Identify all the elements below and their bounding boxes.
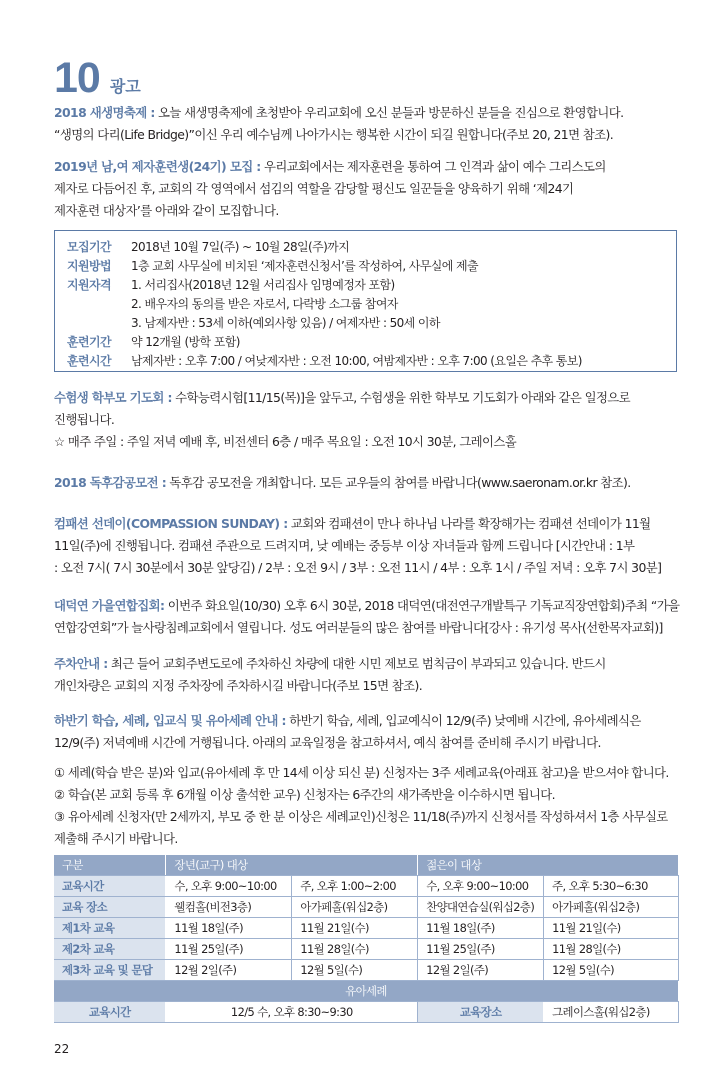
table-row [54, 876, 679, 897]
notice-festival [54, 102, 682, 146]
table-cell: 11월 25일(주) [418, 939, 544, 960]
table-cell: 12월 2일(주) [418, 960, 544, 981]
baptism-note: 제출해 주시기 바랍니다. [54, 831, 178, 846]
table-cell: 11월 28일(수) [544, 939, 679, 960]
table-cell: 아가페홀(워십2층) [292, 897, 418, 918]
recruit-row [67, 351, 582, 371]
infant-baptism-title: 유아세례 [54, 981, 679, 1002]
notice-text: 제자훈련 대상자’를 아래와 같이 모집합니다. [54, 203, 279, 218]
notice-text: 교회와 컴패션이 만나 하나님 나라를 확장해가는 컴패션 선데이가 11월 [287, 516, 651, 531]
recruit-value: 2018년 10월 7일(주) ~ 10월 28일(주)까지 [131, 240, 350, 254]
table-row [54, 897, 679, 918]
table-cell: 11월 25일(주) [166, 939, 292, 960]
recruit-value: 1층 교회 사무실에 비치된 ‘제자훈련신청서’를 작성하여, 사무실에 제출 [131, 259, 478, 273]
table-cell: 12월 2일(주) [166, 960, 292, 981]
table-cell: 아가페홀(워십2층) [544, 897, 679, 918]
notice-text: 제자로 다듬어진 후, 교회의 각 영역에서 섬김의 역할을 감당할 평신도 일꾼들을 양육하기 위해 ‘제24기 [54, 181, 574, 196]
notice-title: 컴패션 선데이(COMPASSION SUNDAY) : [54, 516, 288, 531]
table-row [54, 960, 679, 981]
row-header: 교육 장소 [54, 897, 166, 918]
table-cell: 12/5 수, 오후 8:30~9:30 [166, 1002, 418, 1023]
baptism-note: ② 학습(본 교회 등록 후 6개월 이상 출석한 교우) 신청자는 6주간의 새가족반을 이수하시면 됩니다. [54, 787, 555, 802]
table-cell: 수, 오후 9:00~10:00 [166, 876, 292, 897]
page-number: 22 [54, 1042, 70, 1056]
table-cell: 주, 오후 5:30~6:30 [544, 876, 679, 897]
notice-text: ☆ 매주 주일 : 주일 저녁 예배 후, 비전센터 6층 / 매주 목요일 : 오전 10시 30분, 그레이스홀 [54, 434, 517, 449]
notice-text: 개인차량은 교회의 지정 주차장에 주차하시길 바랍니다(주보 15면 참조). [54, 678, 423, 693]
notice-essay [54, 472, 682, 494]
row-header: 교육장소 [418, 1002, 544, 1023]
infant-baptism-header [54, 981, 679, 1002]
table-cell: 주, 오후 1:00~2:00 [292, 876, 418, 897]
notice-text: 이번주 화요일(10/30) 오후 6시 30분, 2018 대덕연(대전연구개발특구 기독교직장연합회)주최 “가을 [164, 598, 680, 613]
table-cell: 11월 28일(수) [292, 939, 418, 960]
recruit-row [67, 294, 398, 314]
notice-title: 2019년 남,여 제자훈련생(24기) 모집 : [54, 159, 261, 174]
notice-title: 수험생 학부모 기도회 : [54, 390, 172, 405]
notice-text: : 오전 7시( 7시 30분에서 30분 앞당김) / 2부 : 오전 9시 / 3부 : 오전 11시 / 4부 : 오후 1시 / 주일 저녁 : 오후 7시 30분] [54, 560, 662, 575]
notice-text: 12/9(주) 저녁예배 시간에 거행됩니다. 아래의 교육일정을 참고하셔서, 예식 참여를 준비해 주시기 바랍니다. [54, 735, 601, 750]
table-cell: 11월 18일(주) [166, 918, 292, 939]
table-row [54, 1002, 679, 1023]
recruit-box [54, 230, 677, 372]
table-cell: 12월 5일(수) [292, 960, 418, 981]
section-number: 10 [54, 54, 100, 102]
recruit-label: 지원자격 [67, 278, 111, 292]
table-header-cell: 장년(교구) 대상 [166, 855, 418, 876]
recruit-label: 모집기간 [67, 240, 111, 254]
row-header: 교육시간 [54, 876, 166, 897]
notice-text: 연합강연회”가 늘사랑침례교회에서 열립니다. 성도 여러분들의 많은 참여를 바랍니다[강사 : 유기성 목사(선한목자교회)] [54, 620, 663, 635]
recruit-row [67, 237, 349, 257]
table-cell: 그레이스홀(워십2층) [544, 1002, 679, 1023]
table-cell: 수, 오후 9:00~10:00 [418, 876, 544, 897]
notice-exam [54, 387, 682, 453]
table-row [54, 918, 679, 939]
education-schedule-table [54, 855, 679, 1023]
notice-text: 수학능력시험[11/15(목)]을 앞두고, 수험생을 위한 학부모 기도회가 아래와 같은 일정으로 [171, 390, 631, 405]
notice-concert [54, 595, 682, 639]
table-cell: 11월 21일(수) [292, 918, 418, 939]
notice-baptism [54, 710, 682, 850]
recruit-label [67, 294, 131, 314]
recruit-value: 약 12개월 (방학 포함) [131, 335, 240, 349]
table-cell: 11월 18일(주) [418, 918, 544, 939]
notice-text: “생명의 다리(Life Bridge)”이신 우리 예수님께 나아가시는 행복한 시간이 되길 원합니다(주보 20, 21면 참조). [54, 127, 614, 142]
notice-text: 오늘 새생명축제에 초청받아 우리교회에 오신 분들과 방문하신 분들을 진심으로 환영합니다. [154, 105, 624, 120]
table-cell: 찬양대연습실(워십2층) [418, 897, 544, 918]
table-header-cell: 구분 [54, 855, 166, 876]
table-row [54, 939, 679, 960]
notice-text: 11일(주)에 진행됩니다. 컴패션 주관으로 드려지며, 낮 예배는 중등부 이상 자녀들과 함께 드립니다 [시간안내 : 1부 [54, 538, 635, 553]
recruit-label: 훈련시간 [67, 354, 111, 368]
row-header: 제2차 교육 [54, 939, 166, 960]
notice-title: 주차안내 : [54, 656, 108, 671]
recruit-label: 훈련기간 [67, 335, 111, 349]
table-cell: 11월 21일(수) [544, 918, 679, 939]
row-header: 제1차 교육 [54, 918, 166, 939]
notice-title: 2018 새생명축제 : [54, 105, 155, 120]
notice-title: 2018 독후감공모전 : [54, 475, 167, 490]
notice-compassion [54, 513, 682, 579]
notice-discipleship [54, 156, 682, 222]
notice-text: 진행됩니다. [54, 412, 115, 427]
notice-text: 하반기 학습, 세례, 입교예식이 12/9(주) 낮예배 시간에, 유아세례식은 [285, 713, 641, 728]
recruit-value: 남제자반 : 오후 7:00 / 여낮제자반 : 오전 10:00, 여밤제자반 : 오후 7:00 (요일은 추후 통보) [131, 354, 582, 368]
recruit-row [67, 275, 395, 295]
row-header: 제3차 교육 및 문답 [54, 960, 166, 981]
recruit-row [67, 332, 240, 352]
notice-title: 하반기 학습, 세례, 입교식 및 유아세례 안내 : [54, 713, 286, 728]
notice-text: 최근 들어 교회주변도로에 주차하신 차량에 대한 시민 제보로 범칙금이 부과되고 있습니다. 반드시 [107, 656, 606, 671]
notice-parking [54, 653, 682, 697]
notice-text: 독후감 공모전을 개최합니다. 모든 교우들의 참여를 바랍니다(www.saeronam.or.kr 참조). [166, 475, 631, 490]
table-cell: 웰컴홀(비전3층) [166, 897, 292, 918]
recruit-label: 지원방법 [67, 259, 111, 273]
recruit-row [67, 313, 440, 333]
baptism-note: ① 세례(학습 받은 분)와 입교(유아세례 후 만 14세 이상 되신 분) 신청자는 3주 세례교육(아래표 참고)을 받으셔야 합니다. [54, 765, 669, 780]
table-header-row [54, 855, 679, 876]
recruit-value: 1. 서리집사(2018년 12월 서리집사 임명예정자 포함) [131, 278, 395, 292]
recruit-label [67, 313, 131, 333]
section-header [54, 54, 141, 103]
recruit-value: 3. 남제자반 : 53세 이하(예외사항 있음) / 여제자반 : 50세 이하 [131, 316, 440, 330]
table-header-cell: 젊은이 대상 [418, 855, 679, 876]
recruit-value: 2. 배우자의 동의를 받은 자로서, 다락방 소그룹 참여자 [131, 297, 398, 311]
table-cell: 12월 5일(수) [544, 960, 679, 981]
section-title: 광고 [109, 77, 141, 96]
recruit-row [67, 256, 478, 276]
notice-text: 우리교회에서는 제자훈련을 통하여 그 인격과 삶이 예수 그리스도의 [260, 159, 606, 174]
notice-title: 대덕연 가을연합집회: [54, 598, 165, 613]
row-header: 교육시간 [54, 1002, 166, 1023]
baptism-note: ③ 유아세례 신청자(만 2세까지, 부모 중 한 분 이상은 세례교인)신청은 11/18(주)까지 신청서를 작성하셔서 1층 사무실로 [54, 809, 668, 824]
